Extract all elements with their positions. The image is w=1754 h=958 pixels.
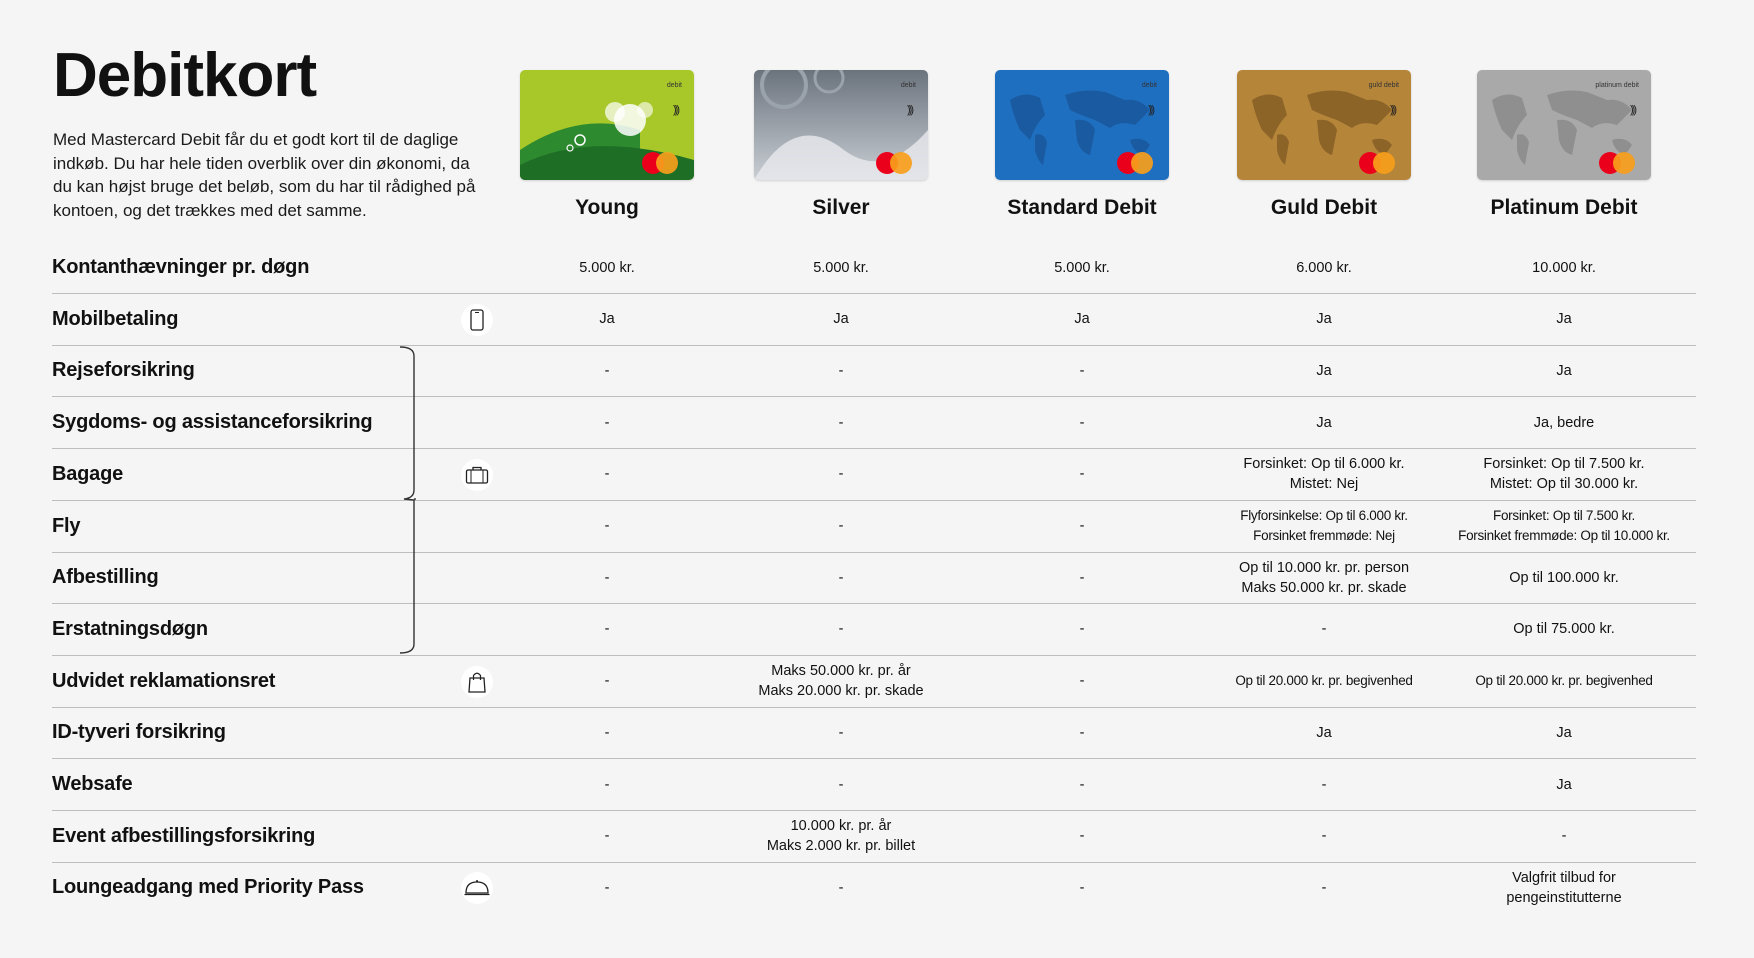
- table-cell: [1204, 604, 1444, 655]
- table-cell: [487, 759, 727, 810]
- table-cell: [1204, 656, 1444, 707]
- intro-text: Med Mastercard Debit får du et godt kort til de daglige indkøb. Du har hele tiden overblik over din økonomi, da du kan højst bruge det beløb, som du har til rådighed på kontoen, og det trækkes med det samme.: [53, 130, 476, 220]
- table-row: [52, 656, 1696, 708]
- table-cell: [721, 294, 961, 345]
- cell-text: Op til 75.000 kr.: [1513, 621, 1615, 638]
- table-cell: [962, 656, 1202, 707]
- cell-text: Ja: [599, 311, 615, 328]
- table-row: [52, 345, 1696, 397]
- mastercard-logo-icon: [1359, 152, 1397, 174]
- cell-text: Flyforsinkelse: Op til 6.000 kr.: [1240, 508, 1408, 523]
- cell-text: Forsinket fremmøde: Nej: [1253, 528, 1395, 543]
- table-cell: [721, 501, 961, 552]
- table-cell: [1204, 397, 1444, 448]
- table-cell: [1444, 294, 1684, 345]
- cell-text: -: [604, 466, 610, 483]
- row-label: Loungeadgang med Priority Pass: [52, 876, 364, 899]
- table-cell: [487, 501, 727, 552]
- row-label: Fly: [52, 514, 81, 537]
- card-column: [1444, 70, 1684, 220]
- table-cell: [1444, 501, 1684, 552]
- cell-text: Ja: [1556, 362, 1572, 379]
- table-row: [52, 604, 1696, 656]
- table-cell: [962, 604, 1202, 655]
- table-cell: [721, 759, 961, 810]
- cell-text: -: [1079, 569, 1085, 586]
- table-cell: [962, 345, 1202, 396]
- table-cell: [1444, 759, 1684, 810]
- mastercard-logo-icon: [1117, 152, 1155, 174]
- card-name: Young: [575, 196, 639, 219]
- card-brand-text: debit: [666, 82, 682, 89]
- row-label: Afbestilling: [52, 566, 159, 589]
- row-label: Websafe: [52, 773, 133, 795]
- cell-text: Forsinket fremmøde: Op til 10.000 kr.: [1458, 528, 1670, 543]
- cell-text: -: [1079, 724, 1085, 741]
- cell-text: -: [604, 879, 610, 896]
- table-cell: [487, 707, 727, 758]
- cell-text: 6.000 kr.: [1296, 259, 1352, 276]
- table-cell: [721, 811, 961, 862]
- table-cell: [487, 242, 727, 293]
- cell-text: -: [1079, 621, 1085, 638]
- table-cell: [962, 707, 1202, 758]
- cell-text: 10.000 kr. pr. år: [790, 818, 892, 835]
- cell-text: -: [604, 776, 610, 793]
- table-cell: [1444, 397, 1684, 448]
- table-cell: [487, 656, 727, 707]
- table-cell: [1444, 345, 1684, 396]
- cell-text: 10.000 kr.: [1532, 259, 1596, 276]
- table-cell: [1204, 501, 1444, 552]
- cell-text: -: [838, 621, 844, 638]
- table-row: [52, 811, 1696, 863]
- row-label: Udvidet reklamationsret: [52, 669, 276, 692]
- table-cell: [1204, 242, 1444, 293]
- table-row: [52, 242, 1696, 294]
- table-cell: [487, 862, 727, 913]
- table-cell: [487, 604, 727, 655]
- card-image: [520, 70, 694, 180]
- cell-text: Ja: [1556, 311, 1572, 328]
- row-label: Event afbestillingsforsikring: [52, 824, 316, 847]
- cell-text: -: [838, 518, 844, 534]
- contactless-icon: ))): [1148, 104, 1153, 116]
- cell-text: Maks 50.000 kr. pr. år: [771, 663, 911, 680]
- cell-text: Ja: [1316, 414, 1332, 431]
- table-cell: [962, 397, 1202, 448]
- cell-text: -: [604, 724, 610, 741]
- card-image: [1477, 70, 1651, 180]
- cell-text: -: [1079, 518, 1085, 534]
- cell-text: Maks 20.000 kr. pr. skade: [758, 683, 924, 700]
- cell-text: Ja: [1556, 776, 1572, 793]
- table-cell: [1204, 707, 1444, 758]
- cell-text: -: [1079, 879, 1085, 896]
- mastercard-logo-icon: [1599, 152, 1637, 174]
- table-cell: [962, 242, 1202, 293]
- cell-text: -: [604, 673, 610, 690]
- cell-text: Op til 20.000 kr. pr. begivenhed: [1235, 673, 1413, 689]
- table-cell: [1204, 449, 1444, 500]
- cell-text: 5.000 kr.: [1054, 259, 1110, 276]
- table-cell: [721, 862, 961, 913]
- table-cell: [487, 397, 727, 448]
- table-cell: [962, 449, 1202, 500]
- cell-text: -: [1321, 621, 1327, 638]
- contactless-icon: ))): [907, 104, 912, 116]
- table-row: [52, 294, 1696, 346]
- cell-text: -: [604, 518, 610, 534]
- mastercard-logo-icon: [642, 152, 680, 174]
- cell-text: -: [838, 414, 844, 431]
- cell-text: -: [838, 569, 844, 586]
- card-image: [995, 70, 1169, 180]
- card-brand-text: guld debit: [1368, 82, 1399, 89]
- cell-text: Op til 20.000 kr. pr. begivenhed: [1475, 673, 1653, 689]
- table-cell: [962, 501, 1202, 552]
- table-cell: [487, 811, 727, 862]
- cell-text: pengeinstitutterne: [1506, 889, 1622, 906]
- cell-text: Op til 100.000 kr.: [1509, 569, 1619, 586]
- table-row: [52, 552, 1696, 604]
- table-cell: [1444, 811, 1684, 862]
- cell-text: -: [604, 569, 610, 586]
- table-cell: [721, 397, 961, 448]
- card-image: [754, 70, 928, 180]
- card-brand-text: debit: [900, 82, 916, 89]
- cell-text: -: [1079, 828, 1085, 845]
- cell-text: -: [1321, 828, 1327, 845]
- table-cell: [721, 242, 961, 293]
- cell-text: Maks 50.000 kr. pr. skade: [1241, 579, 1407, 596]
- table-cell: [721, 604, 961, 655]
- table-cell: [721, 656, 961, 707]
- row-label: Sygdoms- og assistanceforsikring: [52, 411, 373, 434]
- table-row: [52, 759, 1696, 811]
- table-cell: [721, 345, 961, 396]
- cell-text: -: [1321, 776, 1327, 793]
- cell-text: -: [1079, 414, 1085, 431]
- cell-text: -: [838, 362, 844, 379]
- contactless-icon: ))): [1390, 104, 1395, 116]
- row-label: Mobilbetaling: [52, 307, 179, 330]
- row-label: Rejseforsikring: [52, 359, 195, 382]
- cell-text: -: [1561, 828, 1567, 845]
- card-column: [487, 70, 727, 220]
- card-column: [721, 70, 961, 220]
- table-cell: [721, 707, 961, 758]
- cell-text: Op til 10.000 kr. pr. person: [1238, 559, 1410, 576]
- card-image: [1237, 70, 1411, 180]
- cell-text: -: [1079, 776, 1085, 793]
- table-cell: [962, 294, 1202, 345]
- cell-text: Forsinket: Op til 7.500 kr.: [1493, 508, 1635, 523]
- cell-text: Forsinket: Op til 6.000 kr.: [1243, 456, 1405, 473]
- cell-text: 5.000 kr.: [813, 259, 869, 276]
- table-cell: [962, 862, 1202, 913]
- table-row: [52, 501, 1696, 553]
- card-name: Silver: [812, 196, 870, 219]
- card-column: [1204, 70, 1444, 220]
- table-cell: [1444, 604, 1684, 655]
- table-cell: [1444, 449, 1684, 500]
- table-cell: [1444, 656, 1684, 707]
- cell-text: -: [1079, 362, 1085, 379]
- cell-text: -: [604, 621, 610, 638]
- cell-text: -: [838, 724, 844, 741]
- cell-text: Ja: [1074, 311, 1090, 328]
- card-name: Guld Debit: [1270, 196, 1378, 219]
- table-cell: [1204, 862, 1444, 913]
- card-brand-text: debit: [1141, 82, 1157, 89]
- cell-text: Ja: [1556, 724, 1572, 741]
- cell-text: Ja: [1316, 362, 1332, 379]
- cell-text: Ja: [1316, 311, 1332, 328]
- table-cell: [1444, 242, 1684, 293]
- table-cell: [1204, 552, 1444, 603]
- row-label: Kontanthævninger pr. døgn: [52, 256, 310, 278]
- table-cell: [962, 552, 1202, 603]
- table-cell: [487, 345, 727, 396]
- table-cell: [721, 449, 961, 500]
- cell-text: Forsinket: Op til 7.500 kr.: [1483, 456, 1645, 473]
- page-title: Debitkort: [53, 41, 317, 110]
- table-cell: [1444, 552, 1684, 603]
- table-cell: [1444, 862, 1684, 913]
- cell-text: -: [838, 466, 844, 483]
- card-name: Platinum Debit: [1490, 196, 1638, 219]
- cell-text: -: [1079, 673, 1085, 690]
- cell-text: -: [1079, 466, 1085, 483]
- row-label: Bagage: [52, 462, 124, 485]
- cell-text: 5.000 kr.: [579, 259, 635, 276]
- table-cell: [487, 294, 727, 345]
- row-label: Erstatningsdøgn: [52, 617, 208, 640]
- insurance-group-brace: [400, 346, 416, 654]
- table-cell: [962, 811, 1202, 862]
- cell-text: -: [838, 776, 844, 793]
- table-cell: [962, 759, 1202, 810]
- cell-text: -: [604, 828, 610, 845]
- cell-text: -: [1321, 879, 1327, 896]
- card-brand-text: platinum debit: [1595, 82, 1639, 89]
- contactless-icon: ))): [673, 104, 678, 116]
- table-cell: [487, 552, 727, 603]
- table-cell: [1204, 759, 1444, 810]
- cell-text: Mistet: Op til 30.000 kr.: [1489, 476, 1639, 493]
- cell-text: Ja: [833, 311, 849, 328]
- cell-text: -: [604, 414, 610, 431]
- cell-text: Ja: [1316, 724, 1332, 741]
- table-cell: [1204, 811, 1444, 862]
- cell-text: Valgfrit tilbud for: [1512, 869, 1616, 886]
- table-cell: [1204, 345, 1444, 396]
- cell-text: Mistet: Nej: [1289, 476, 1359, 493]
- cell-text: -: [604, 362, 610, 379]
- card-column: [962, 70, 1202, 220]
- cell-text: Ja, bedre: [1533, 414, 1595, 431]
- table-row: [52, 707, 1696, 759]
- table-row: [52, 862, 1696, 913]
- mastercard-logo-icon: [876, 152, 914, 174]
- row-label: ID-tyveri forsikring: [52, 721, 226, 744]
- table-cell: [1444, 707, 1684, 758]
- table-cell: [1204, 294, 1444, 345]
- table-cell: [721, 552, 961, 603]
- contactless-icon: ))): [1630, 104, 1635, 116]
- cell-text: -: [838, 879, 844, 896]
- table-row: [52, 397, 1696, 449]
- table-row: [52, 449, 1696, 501]
- card-name: Standard Debit: [1007, 196, 1157, 219]
- table-cell: [487, 449, 727, 500]
- cell-text: Maks 2.000 kr. pr. billet: [766, 838, 916, 855]
